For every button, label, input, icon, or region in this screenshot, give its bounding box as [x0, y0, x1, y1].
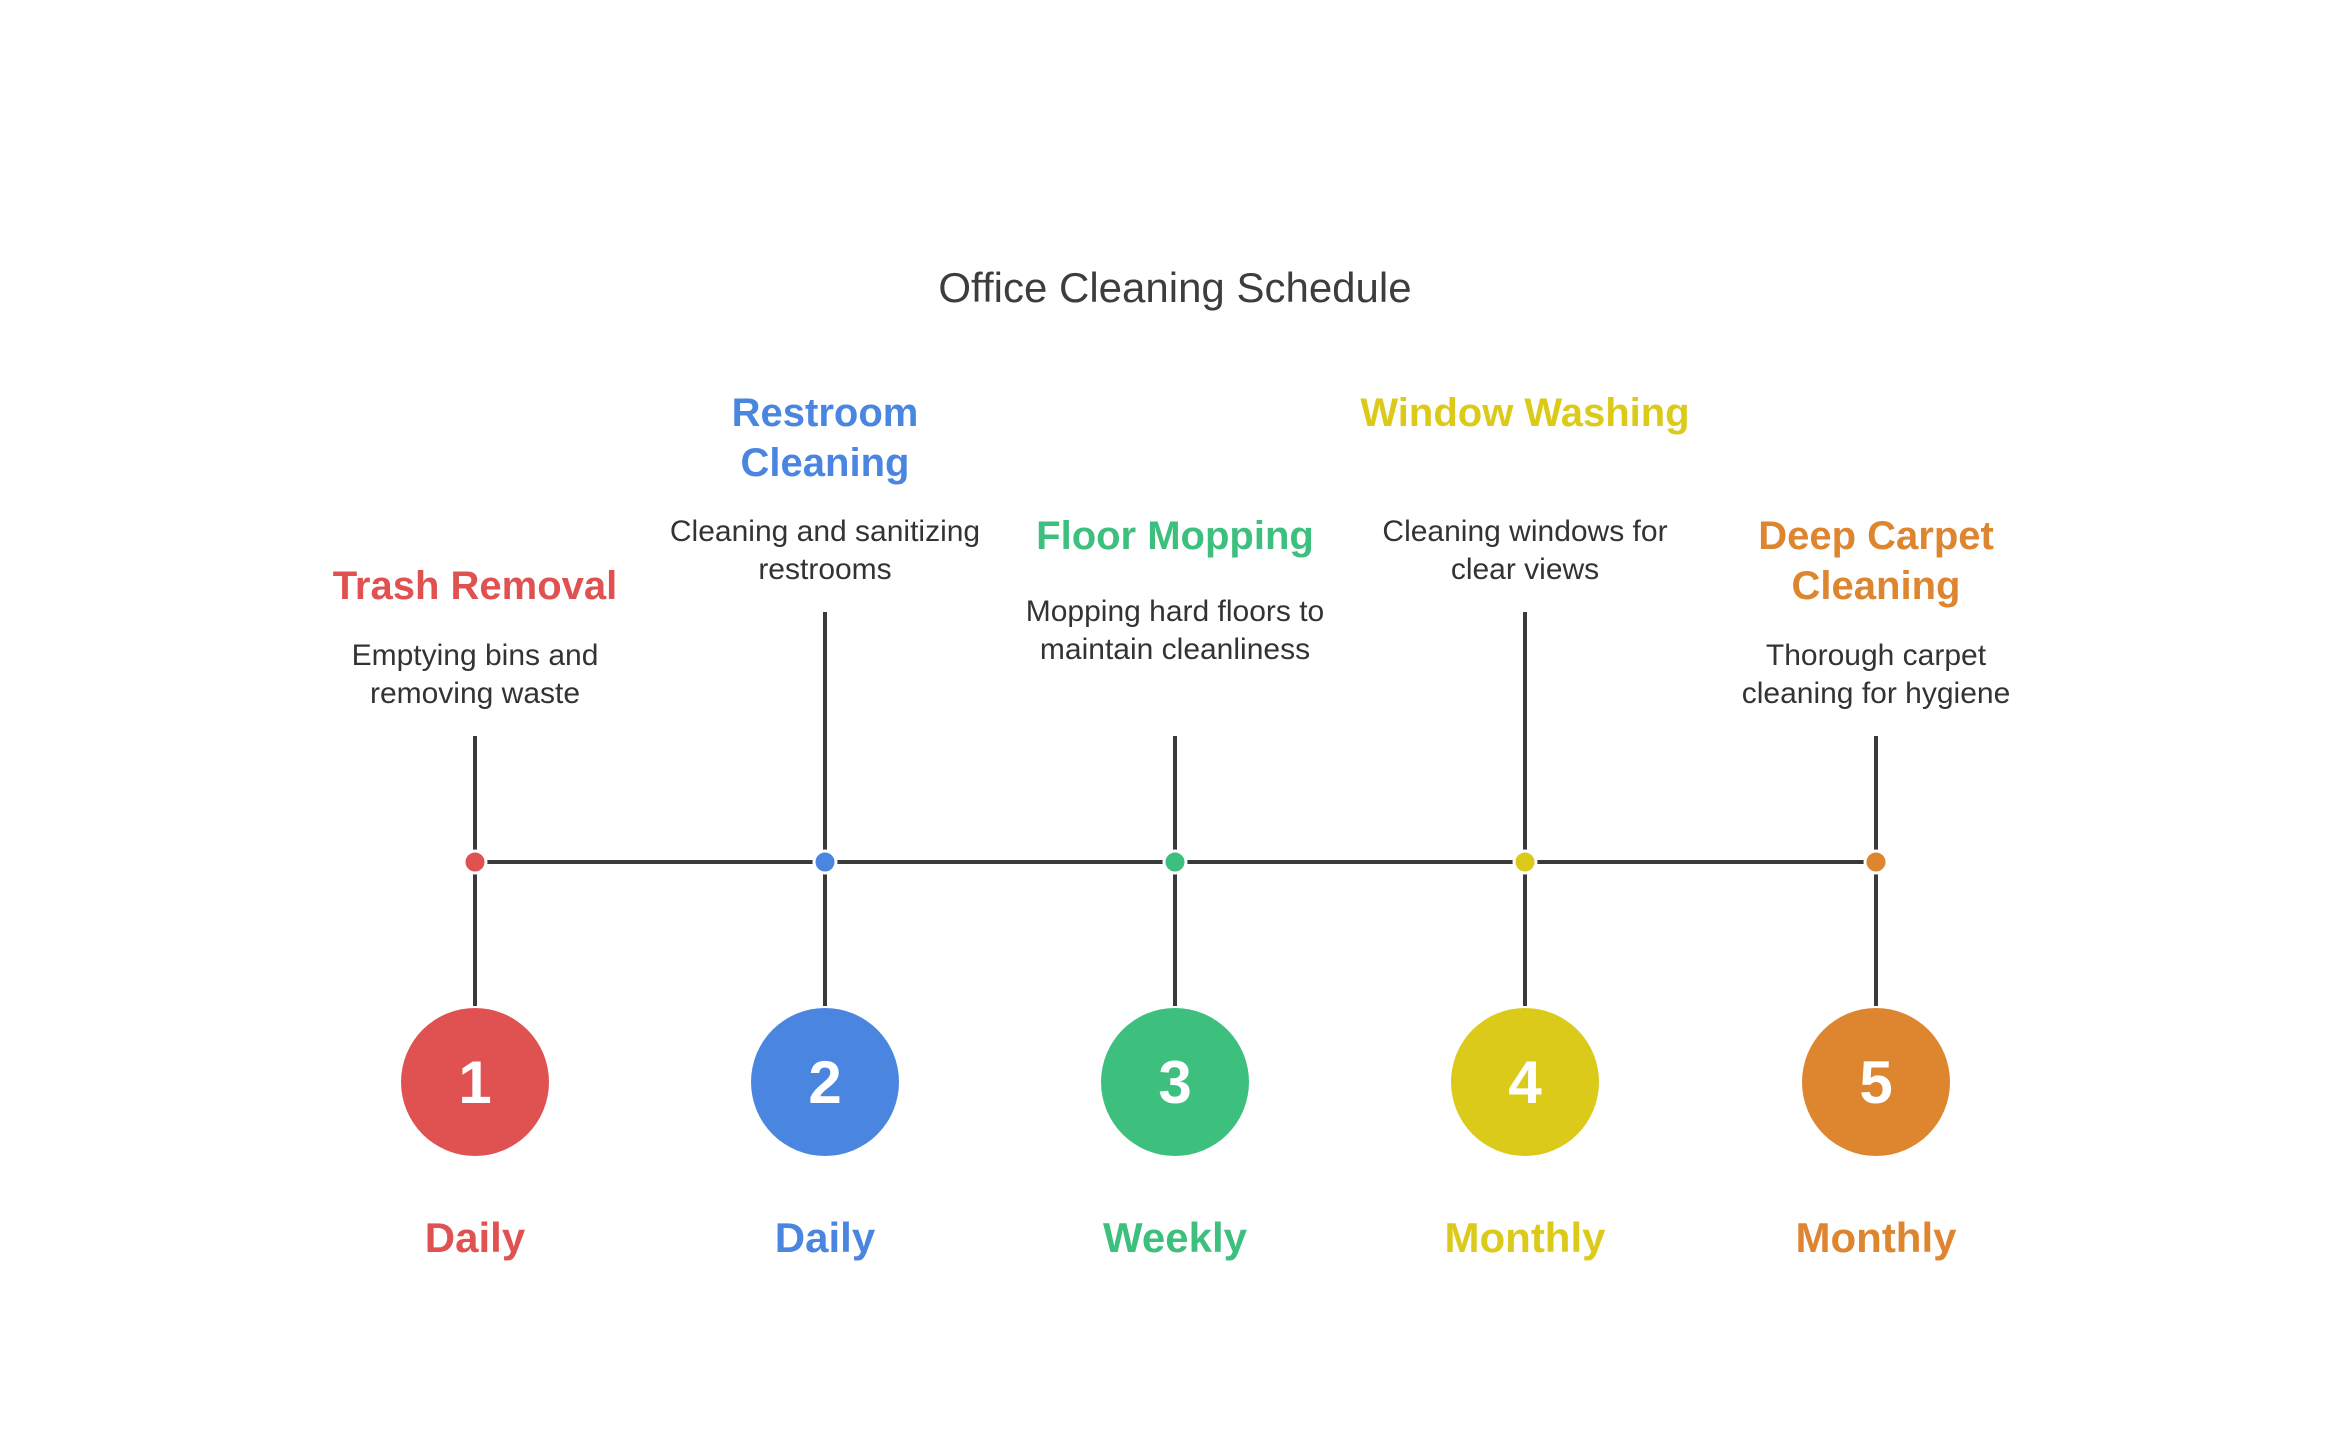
step-frequency-5: Monthly — [1795, 1214, 1957, 1261]
page-title: Office Cleaning Schedule — [938, 264, 1412, 311]
step-number-badge-4: 4 — [1451, 1008, 1599, 1156]
step-title-1: Trash Removal — [332, 564, 618, 608]
step-number-badge-1: 1 — [401, 1008, 549, 1156]
step-description-4: Cleaning windows for clear views — [1382, 515, 1668, 586]
step-frequency-2: Daily — [774, 1214, 876, 1261]
timeline-dot-4 — [1514, 851, 1536, 873]
step-title-5: Deep Carpet Cleaning — [1758, 514, 1994, 608]
step-number-badge-2: 2 — [751, 1008, 899, 1156]
step-description-3: Mopping hard floors to maintain cleanliness — [1025, 595, 1325, 666]
step-description-1: Emptying bins and removing waste — [351, 639, 599, 710]
step-title-2: Restroom Cleaning — [731, 391, 919, 485]
step-frequency-3: Weekly — [1103, 1214, 1247, 1261]
step-title-3: Floor Mopping — [1036, 514, 1314, 558]
timeline-dot-2 — [814, 851, 836, 873]
timeline-dot-3 — [1164, 851, 1186, 873]
step-frequency-4: Monthly — [1444, 1214, 1606, 1261]
step-description-5: Thorough carpet cleaning for hygiene — [1741, 639, 2011, 710]
timeline-dot-5 — [1865, 851, 1887, 873]
step-frequency-1: Daily — [424, 1214, 526, 1261]
step-number-badge-3: 3 — [1101, 1008, 1249, 1156]
step-number-badge-5: 5 — [1802, 1008, 1950, 1156]
step-description-2: Cleaning and sanitizing restrooms — [669, 515, 981, 586]
timeline-dot-1 — [464, 851, 486, 873]
step-title-4: Window Washing — [1360, 391, 1690, 435]
